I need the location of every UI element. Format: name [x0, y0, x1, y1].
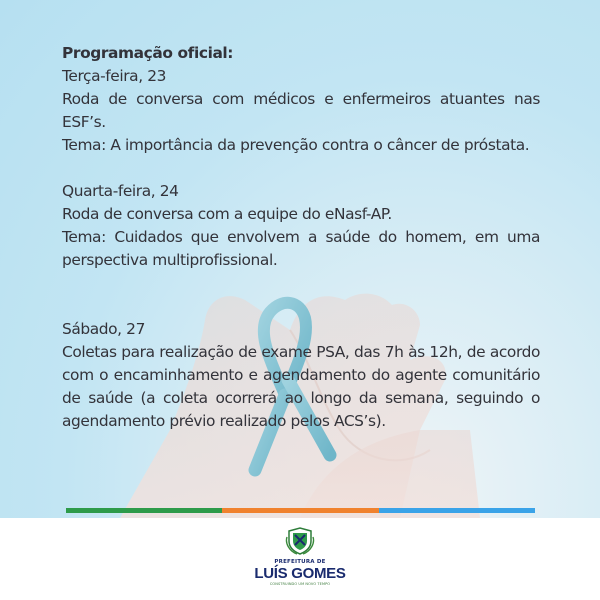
event-day: Terça-feira, 23: [62, 67, 166, 85]
event-day: Sábado, 27: [62, 320, 145, 338]
event-line: Coletas para realização de exame PSA, das 7h às 12h, de acordo com o encaminhamento e agendamento do agente comunitário de saúde (a coleta ocorrerá ao longo da semana, seguindo o agendamento prévio realizado pelos ACS’s).: [62, 343, 540, 430]
event-line: Roda de conversa com médicos e enfermeiros atuantes nas ESF’s.: [62, 90, 540, 131]
event-day: Quarta-feira, 24: [62, 182, 179, 200]
logo-prefix: PREFEITURA DE: [274, 559, 326, 565]
spacer: [62, 157, 540, 180]
event-line: Roda de conversa com a equipe do eNasf-AP.: [62, 205, 392, 223]
divider-segment-blue: [379, 508, 535, 513]
coat-of-arms-icon: [285, 527, 315, 555]
logo-city-name: LUÍS GOMES: [254, 565, 346, 582]
logo-slogan: CONSTRUINDO UM NOVO TEMPO: [269, 582, 331, 586]
divider-segment-orange: [222, 508, 378, 513]
color-divider: [66, 508, 535, 513]
prefeitura-logo: [252, 527, 348, 593]
event-line: Tema: Cuidados que envolvem a saúde do homem, em uma perspectiva multiprofissional.: [62, 228, 540, 269]
divider-segment-green: [66, 508, 222, 513]
program-text: [62, 42, 540, 433]
spacer: [62, 272, 540, 318]
event-line: Tema: A importância da prevenção contra o câncer de próstata.: [62, 136, 530, 154]
program-title: Programação oficial:: [62, 44, 234, 62]
